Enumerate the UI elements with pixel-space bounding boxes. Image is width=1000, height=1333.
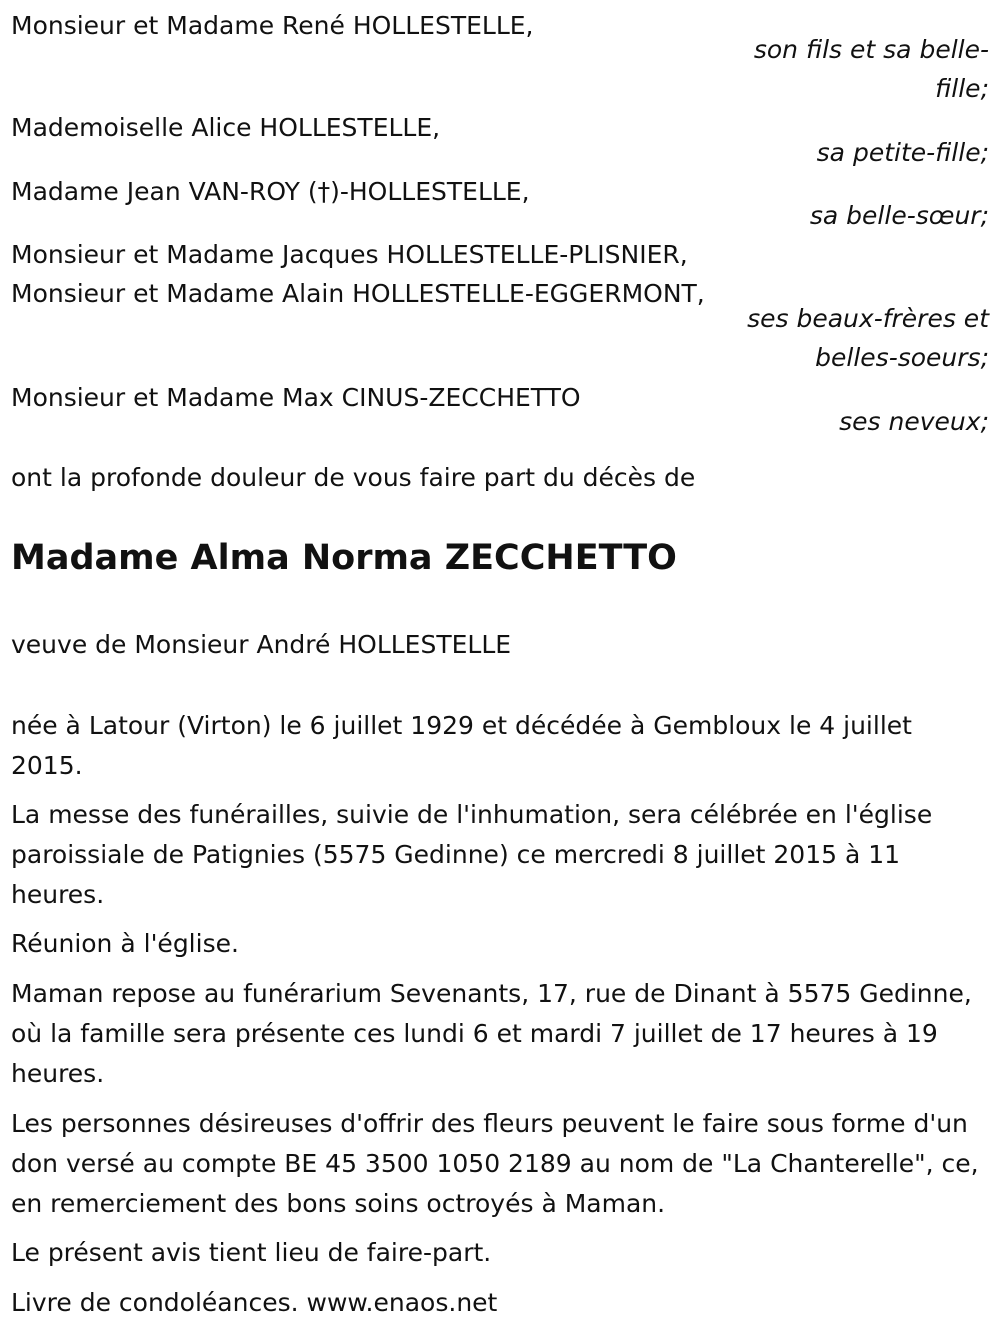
widow-text: veuve de Monsieur André HOLLESTELLE — [11, 630, 512, 659]
family-line-van-roy: Madame Jean VAN-ROY (†)-HOLLESTELLE, — [11, 177, 530, 206]
condolences-link[interactable]: Livre de condoléances. www.enaos.net — [11, 1288, 498, 1317]
family-line-jacques: Monsieur et Madame Jacques HOLLESTELLE-PLISNIER, — [11, 240, 688, 269]
deceased-name: Madame Alma Norma ZECCHETTO — [11, 538, 677, 578]
relation-son-cont: fille; — [935, 74, 989, 103]
relation-sister-in-law: sa belle-sœur; — [809, 201, 989, 230]
funeral-mass-paragraph: La messe des funérailles, suivie de l'inhumation, sera célébrée en l'église paroissiale de Patignies (5575 Gedinne) ce mercredi 8 juillet 2015 à 11 heures. — [11, 800, 933, 909]
funerarium-paragraph: Maman repose au funérarium Sevenants, 17, rue de Dinant à 5575 Gedinne, où la famille sera présente ces lundi 6 et mardi 7 juillet de 17 heures à 19 heures. — [11, 979, 972, 1088]
reunion-paragraph: Réunion à l'église. — [11, 929, 239, 958]
family-line-rene: Monsieur et Madame René HOLLESTELLE, — [11, 11, 534, 40]
notice-paragraph: Le présent avis tient lieu de faire-part. — [11, 1238, 492, 1267]
family-line-alain: Monsieur et Madame Alain HOLLESTELLE-EGGERMONT, — [11, 279, 705, 308]
relation-siblings-in-law-cont: belles-soeurs; — [815, 343, 989, 372]
family-line-alice: Mademoiselle Alice HOLLESTELLE, — [11, 113, 441, 142]
family-line-cinus: Monsieur et Madame Max CINUS-ZECCHETTO — [11, 383, 581, 412]
birth-death-paragraph: née à Latour (Virton) le 6 juillet 1929 et décédée à Gembloux le 4 juillet 2015. — [11, 711, 912, 780]
relation-granddaughter: sa petite-fille; — [816, 138, 989, 167]
flowers-paragraph: Les personnes désireuses d'offrir des fleurs peuvent le faire sous forme d'un don versé au compte BE 45 3500 1050 2189 au nom de "La Chanterelle", ce, en remerciement des bons soins octroyés à Maman. — [11, 1109, 979, 1218]
relation-son: son fils et sa belle- — [753, 35, 989, 64]
relation-siblings-in-law: ses beaux-frères et — [747, 304, 989, 333]
intro-text: ont la profonde douleur de vous faire part du décès de — [11, 463, 696, 492]
relation-nephews: ses neveux; — [839, 407, 989, 436]
